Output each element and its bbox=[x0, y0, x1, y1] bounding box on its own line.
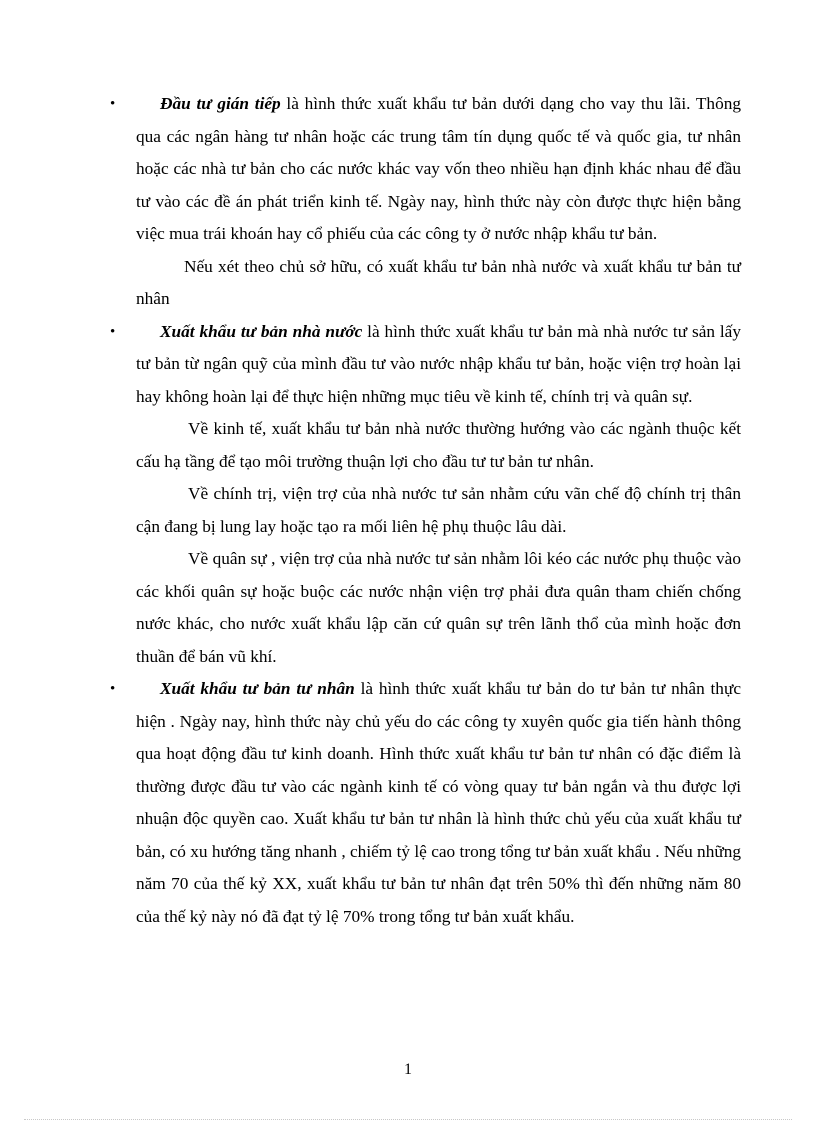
paragraph-text: là hình thức xuất khẩu tư bản do tư bản tư nhân thực hiện . Ngày nay, hình thức này chủ yếu do các công ty xuyên quốc gia tiến hành thông qua hoạt động đầu tư kinh doanh. Hình thức xuất khẩu tư bản tư nhân có đặc điểm là thường được đầu tư vào các ngành kinh tế có vòng quay tư bản ngắn và thu được lợi nhuận độc quyền cao. Xuất khẩu tư bản tư nhân là hình thức chủ yếu của xuất khẩu tư bản, có xu hướng tăng nhanh , chiếm tỷ lệ cao trong tổng tư bản xuất khẩu . Nếu những năm 70 của thế kỷ XX, xuất khẩu tư bản tư nhân đạt trên 50% thì đến những năm 80 của thế kỷ này nó đã đạt tỷ lệ 70% trong tổng tư bản xuất khẩu. bbox=[136, 679, 741, 926]
paragraph-private-capital-export bbox=[110, 673, 741, 933]
document-body bbox=[110, 88, 741, 933]
paragraph-military: Về quân sự , viện trợ của nhà nước tư sản nhằm lôi kéo các nước phụ thuộc vào các khối quân sự hoặc buộc các nước nhận viện trợ phải đưa quân tham chiến chống nước khác, cho nước xuất khẩu lập căn cứ quân sự trên lãnh thổ của mình hoặc đơn thuần để bán vũ khí. bbox=[136, 549, 741, 666]
term-private-capital-export: Xuất khẩu tư bản tư nhân bbox=[160, 679, 355, 698]
term-state-capital-export: Xuất khẩu tư bản nhà nước bbox=[160, 321, 363, 341]
paragraph-ownership: Nếu xét theo chủ sở hữu, có xuất khẩu tư bản nhà nước và xuất khẩu tư bản tư nhân bbox=[136, 256, 741, 308]
paragraph-state-capital-export bbox=[110, 316, 741, 414]
paragraph-text: là hình thức xuất khẩu tư bản mà nhà nước tư sản lấy tư bản từ ngân quỹ của mình đầu tư vào nước nhập khẩu tư bản, hoặc viện trợ hoàn lại hay không hoàn lại để thực hiện những mục tiêu về kinh tế, chính trị và quân sự. bbox=[136, 321, 741, 406]
bullet-icon: • bbox=[110, 681, 116, 697]
paragraph-political: Về chính trị, viện trợ của nhà nước tư sản nhằm cứu vãn chế độ chính trị thân cận đang bị lung lay hoặc tạo ra mối liên hệ phụ thuộc lâu dài. bbox=[136, 484, 741, 536]
bullet-icon: • bbox=[110, 96, 116, 112]
bullet-icon: • bbox=[110, 323, 116, 340]
term-indirect-investment: Đầu tư gián tiếp bbox=[160, 94, 281, 113]
paragraph-indirect-investment bbox=[110, 88, 741, 251]
paragraph-text: là hình thức xuất khẩu tư bản dưới dạng cho vay thu lãi. Thông qua các ngân hàng tư nhân hoặc các trung tâm tín dụng quốc tế và quốc gia, tư nhân hoặc các nhà tư bản cho các nước khác vay vốn theo nhiều hạn định khác nhau để đầu tư vào các đề án phát triển kinh tế. Ngày nay, hình thức này còn được thực hiện bằng việc mua trái khoán hay cổ phiếu của các công ty ở nước nhập khẩu tư bản. bbox=[136, 94, 741, 243]
page-bottom-border bbox=[24, 1119, 792, 1120]
paragraph-economic: Về kinh tế, xuất khẩu tư bản nhà nước thường hướng vào các ngành thuộc kết cấu hạ tầng để tạo môi trường thuận lợi cho đầu tư tư bản tư nhân. bbox=[136, 419, 741, 471]
page-number: 1 bbox=[404, 1061, 412, 1078]
